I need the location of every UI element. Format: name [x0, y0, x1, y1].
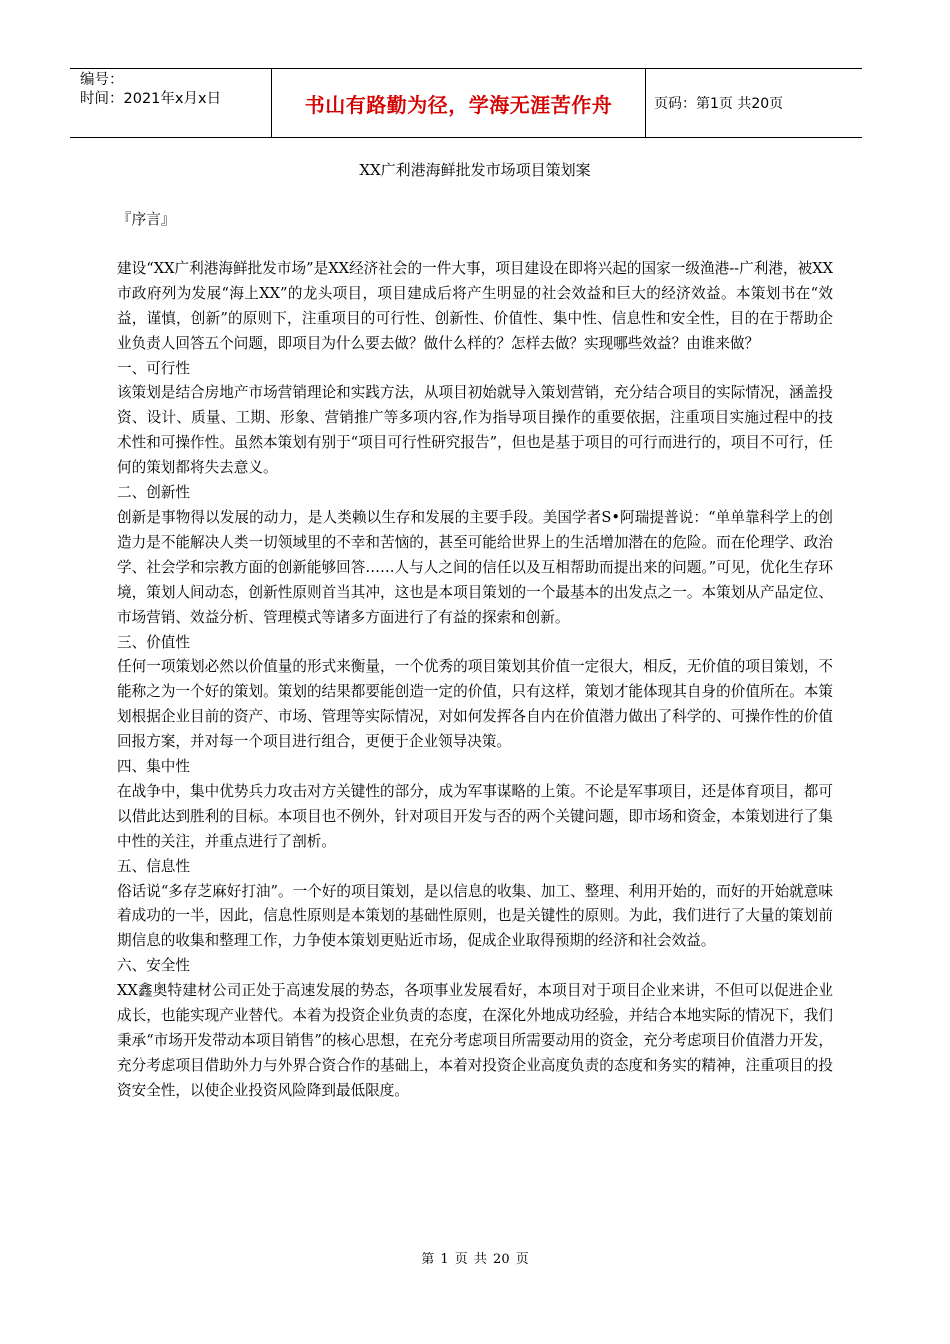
- section-heading-feasibility: 一、可行性: [117, 359, 190, 377]
- section-text-feasibility: 该策划是结合房地产市场营销理论和实践方法，从项目初始就导入策划营销，充分结合项目的实际情况，涵盖投资、设计、质量、工期、形象、营销推广等多项内容,作为指导项目操作的重要依据，注重项目实施过程中的技术性和可操作性。虽然本策划有别于“项目可行性研究报告”，但也是基于项目的可行而进行的，项目不可行，任何的策划都将失去意义。: [117, 384, 833, 477]
- header-page-info: 页码：第1页 共20页: [654, 96, 784, 112]
- document-number-label: 编号：: [80, 72, 124, 88]
- section-heading-innovation: 二、创新性: [117, 484, 190, 502]
- section-text-innovation: 创新是事物得以发展的动力，是人类赖以生存和发展的主要手段。美国学者S•阿瑞提普说：“单单靠科学上的创造力是不能解决人类一切领域里的不幸和苦恼的，甚至可能给世界上的生活增加潜在的危险。而在伦理学、政治学、社会学和宗教方面的创新能够回答……人与人之间的信任以及互相帮助而提出来的问题。”可见，优化生存环境，策划人间动态，创新性原则首当其冲，这也是本项目策划的一个最基本的出发点之一。本策划从产品定位、市场营销、效益分析、管理模式等诸多方面进行了有益的探索和创新。: [117, 508, 833, 626]
- section-heading-information: 五、信息性: [117, 857, 190, 875]
- section-heading-focus: 四、集中性: [117, 758, 190, 776]
- document-body: [117, 208, 833, 1104]
- header-motto: 书山有路勤为径，学海无涯苦作舟: [272, 69, 646, 137]
- document-title: XX广利港海鲜批发市场项目策划案: [359, 161, 591, 179]
- section-heading-safety: 六、安全性: [117, 957, 190, 975]
- header-meta: [70, 69, 272, 137]
- preface-heading: 『序言』: [117, 211, 176, 228]
- section-text-value: 任何一项策划必然以价值量的形式来衡量，一个优秀的项目策划其价值一定很大，相反，无价值的项目策划，不能称之为一个好的策划。策划的结果都要能创造一定的价值，只有这样，策划才能体现其自身的价值所在。本策划根据企业目前的资产、市场、管理等实际情况，对如何发挥各自内在价值潜力做出了科学的、可操作性的价值回报方案，并对每一个项目进行组合，更便于企业领导决策。: [117, 658, 833, 751]
- section-text-information: 俗话说“多存芝麻好打油”。一个好的项目策划，是以信息的收集、加工、整理、利用开始的，而好的开始就意味着成功的一半，因此，信息性原则是本策划的基础性原则，也是关键性的原则。为此，我们进行了大量的策划前期信息的收集和整理工作，力争使本策划更贴近市场，促成企业取得预期的经济和社会效益。: [117, 882, 833, 950]
- page-footer: 第 1 页 共 20 页: [421, 1252, 529, 1267]
- document-time: 时间：2021年x月x日: [80, 91, 222, 107]
- section-text-safety: XX鑫奥特建材公司正处于高速发展的势态，各项事业发展看好，本项目对于项目企业来讲，不但可以促进企业成长，也能实现产业替代。本着为投资企业负责的态度，在深化外地成功经验，并结合本地实际的情况下，我们秉承“市场开发带动本项目销售”的核心思想，在充分考虑项目所需要动用的资金，充分考虑项目价值潜力开发，充分考虑项目借助外力与外界合资合作的基础上，本着对投资企业高度负责的态度和务实的精神，注重项目的投资安全性，以使企业投资风险降到最低限度。: [117, 982, 833, 1099]
- intro-paragraph: 建设“XX广利港海鲜批发市场”是XX经济社会的一件大事，项目建设在即将兴起的国家一级渔港--广利港，被XX市政府列为发展“海上XX”的龙头项目，项目建成后将产生明显的社会效益和巨大的经济效益。本策划书在“效益，谨慎，创新”的原则下，注重项目的可行性、创新性、价值性、集中性、信息性和安全性，目的在于帮助企业负责人回答五个问题，即项目为什么要去做？做什么样的？怎样去做？实现哪些效益？由谁来做？: [117, 259, 833, 352]
- section-text-focus: 在战争中，集中优势兵力攻击对方关键性的部分，成为军事谋略的上策。不论是军事项目，还是体育项目，都可以借此达到胜利的目标。本项目也不例外，针对项目开发与否的两个关键问题，即市场和资金，本策划进行了集中性的关注，并重点进行了剖析。: [117, 782, 833, 850]
- page-header: [70, 68, 862, 138]
- section-heading-value: 三、价值性: [117, 633, 190, 651]
